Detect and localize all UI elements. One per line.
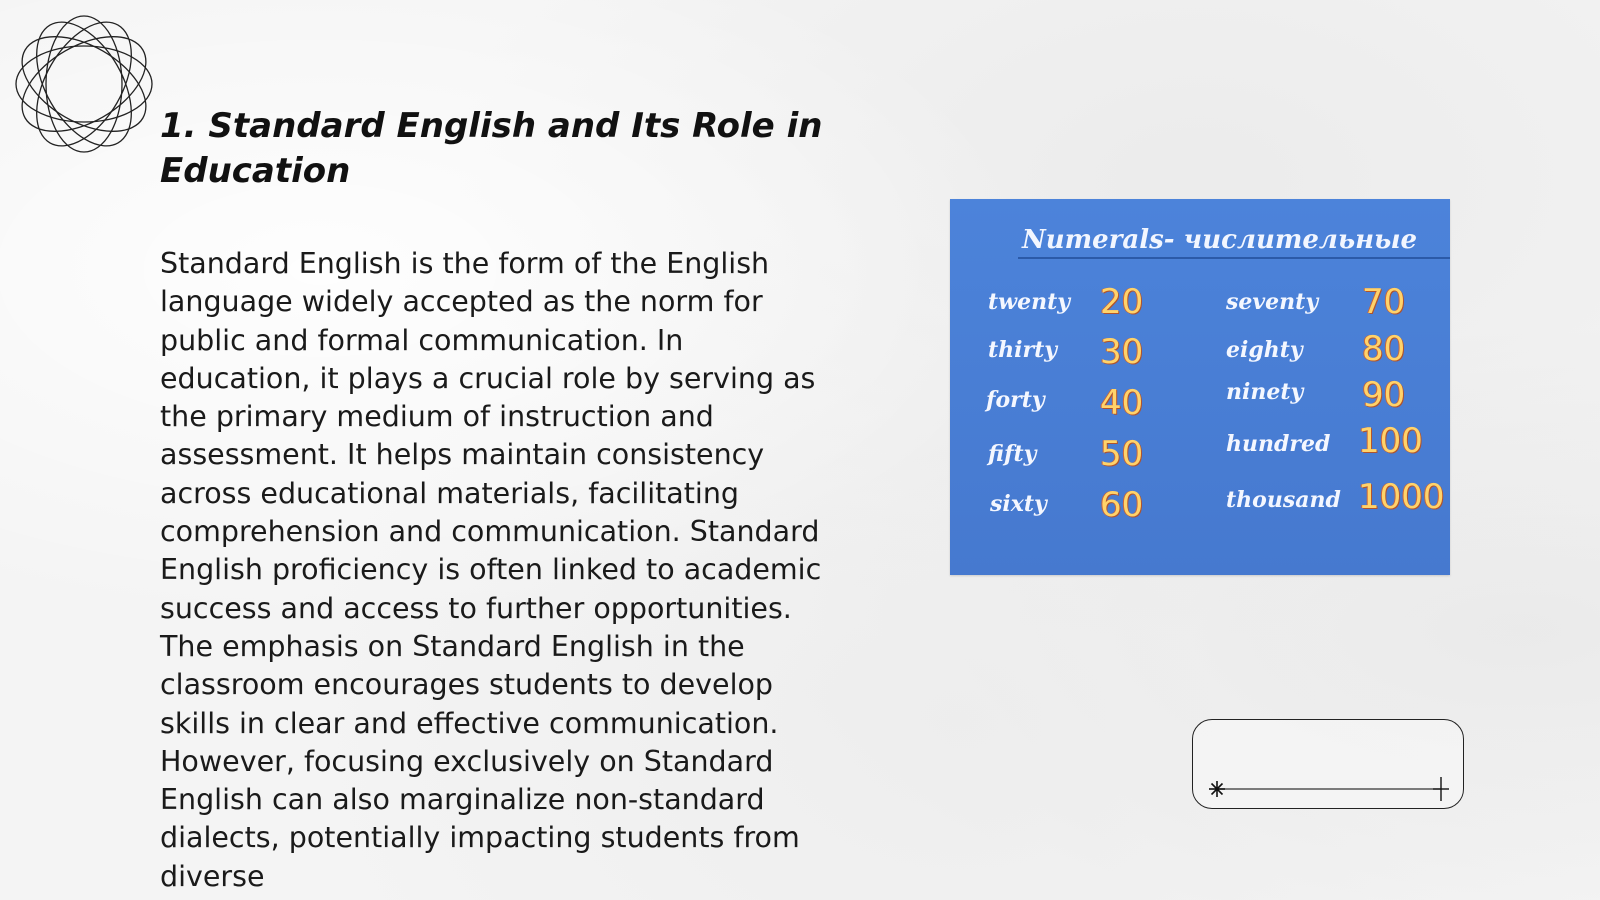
numeral-value: 90 <box>1362 375 1406 415</box>
numeral-value: 50 <box>1100 434 1144 474</box>
circle-rosette-icon <box>10 10 158 158</box>
slide-title: 1. Standard English and Its Role in Education <box>160 106 823 191</box>
numeral-value: 80 <box>1362 329 1406 369</box>
numeral-value: 40 <box>1100 383 1144 423</box>
slide-body-text: Standard English is the form of the English language widely accepted as the norm for public and formal communication. In education, it plays a crucial role by serving as the primary medium of instruction and assessment. It helps maintain consistency across educational materials, facilitating comprehension and communication. Standard English proficiency is often linked to academic success and access to further opportunities. The emphasis on Standard English in the classroom encourages students to develop skills in clear and effective communication. However, focusing exclusively on Standard English can also marginalize non-standard dialects, potentially impacting students from diverse <box>160 247 822 893</box>
numeral-word: hundred <box>1226 431 1331 457</box>
numeral-value: 20 <box>1100 282 1144 322</box>
numerals-table-image <box>950 199 1450 575</box>
numeral-word: seventy <box>1226 289 1319 315</box>
crosshair-plus-icon <box>1433 777 1449 801</box>
title-underline <box>1018 257 1450 259</box>
numeral-value: 1000 <box>1358 477 1445 517</box>
numeral-value: 70 <box>1362 282 1406 322</box>
starburst-icon <box>1209 781 1225 797</box>
numeral-word: fifty <box>988 441 1037 467</box>
numeral-value: 60 <box>1100 485 1144 525</box>
numeral-word: twenty <box>988 289 1071 315</box>
numerals-table-title: Numerals- числительные <box>1022 225 1418 255</box>
numeral-word: thousand <box>1226 487 1341 513</box>
numeral-value: 30 <box>1100 332 1144 372</box>
numeral-word: sixty <box>990 491 1047 517</box>
numeral-value: 100 <box>1358 421 1423 461</box>
decorative-slider-frame <box>1192 719 1464 809</box>
numeral-word: forty <box>986 387 1045 413</box>
numeral-word: eighty <box>1226 337 1303 363</box>
numeral-word: thirty <box>988 337 1058 363</box>
numeral-word: ninety <box>1226 379 1304 405</box>
